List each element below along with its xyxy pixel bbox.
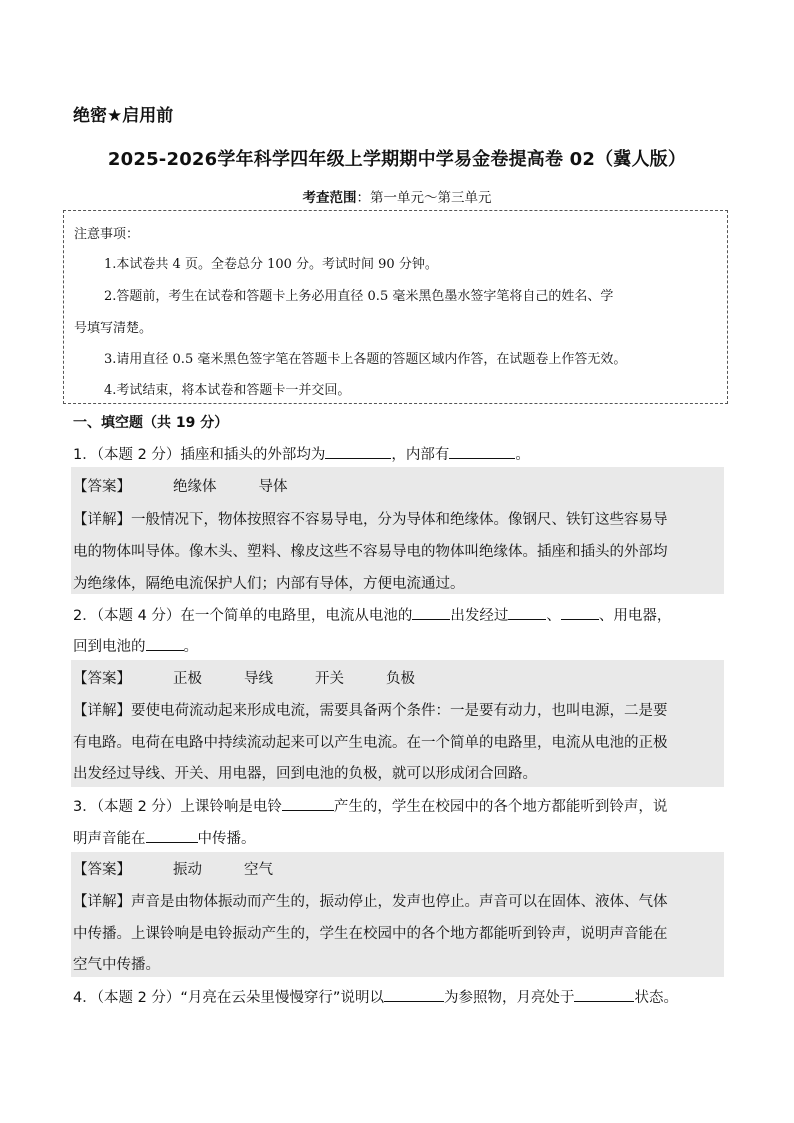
detail-1-line: 为绝缘体，隔绝电流保护人们；内部有导体，方便电流通过。: [73, 576, 465, 592]
question-2-line-1: 2．（本题 4 分）在一个简单的电路里，电流从电池的 出发经过 、 、用电器，: [73, 604, 671, 625]
exam-title: 2025-2026学年科学四年级上学期期中学易金卷提高卷 02（冀人版）: [107, 149, 687, 170]
detail-2-line: 出发经过导线、开关、用电器，回到电池的负极，就可以形成闭合回路。: [73, 766, 537, 782]
notice-box: [63, 210, 728, 404]
notice-item: 3.请用直径 0.5 毫米黑色签字笔在答题卡上各题的答题区域内作答，在试题卷上作答无效。: [104, 352, 627, 367]
question-3-line-2: 明声音能在 中传播。: [73, 827, 256, 848]
answer-blank: [146, 828, 198, 843]
answer-blank: [384, 987, 444, 1002]
scope-text: ：第一单元～第三单元: [356, 190, 492, 206]
detail-3-line: 中传播。上课铃响是电铃振动产生的，学生在校园中的各个地方都能听到铃声，说明声音能在: [73, 926, 668, 942]
detail-3-line: 【详解】声音是由物体振动而产生的，振动停止，发声也停止。声音可以在固体、液体、气体: [73, 894, 668, 910]
question-4: 4．（本题 2 分）“月亮在云朵里慢慢穿行”说明以 为参照物，月亮处于 状态。: [73, 986, 678, 1007]
question-1: 1．（本题 2 分）插座和插头的外部均为 ，内部有 。: [73, 443, 530, 464]
question-2-line-2: 回到电池的 。: [73, 635, 198, 656]
answer-blank: [325, 444, 391, 459]
notice-item: 1.本试卷共 4 页。全卷总分 100 分。考试时间 90 分钟。: [104, 257, 438, 272]
notice-item: 4.考试结束，将本试卷和答题卡一并交回。: [104, 383, 351, 398]
section-title: 一、填空题（共 19 分）: [73, 415, 229, 431]
detail-3-line: 空气中传播。: [73, 957, 160, 973]
notice-item: 号填写清楚。: [74, 321, 153, 336]
notice-title: 注意事项：: [74, 227, 140, 242]
scope-label: 考查范围: [302, 190, 357, 206]
answer-blank: [561, 605, 599, 620]
detail-2-line: 有电路。电荷在电路中持续流动起来可以产生电流。在一个简单的电路里，电流从电池的正极: [73, 735, 668, 751]
answer-blank: [508, 605, 546, 620]
answer-blank: [146, 636, 184, 651]
answer-blank: [412, 605, 450, 620]
answer-blank: [449, 444, 515, 459]
answer-blank: [282, 796, 334, 811]
detail-1-line: 【详解】一般情况下，物体按照容不容易导电，分为导体和绝缘体。像钢尺、铁钉这些容易导: [73, 512, 668, 528]
notice-item: 2.答题前，考生在试卷和答题卡上务必用直径 0.5 毫米黑色墨水签字笔将自己的姓名、学: [104, 289, 614, 304]
confidential-mark: 绝密★启用前: [73, 106, 174, 126]
answer-2: 【答案】 正极 导线 开关 负极: [73, 671, 415, 687]
answer-1: 【答案】 绝缘体 导体: [73, 479, 288, 495]
answer-3: 【答案】 振动 空气: [73, 862, 273, 878]
detail-1-line: 电的物体叫导体。像木头、塑料、橡皮这些不容易导电的物体叫绝缘体。插座和插头的外部均: [73, 544, 668, 560]
answer-blank: [574, 987, 634, 1002]
detail-2-line: 【详解】要使电荷流动起来形成电流，需要具备两个条件：一是要有动力，也叫电源，二是要: [73, 703, 668, 719]
exam-scope: [0, 186, 794, 206]
question-3-line-1: 3．（本题 2 分）上课铃响是电铃 产生的，学生在校园中的各个地方都能听到铃声，说: [73, 795, 667, 816]
